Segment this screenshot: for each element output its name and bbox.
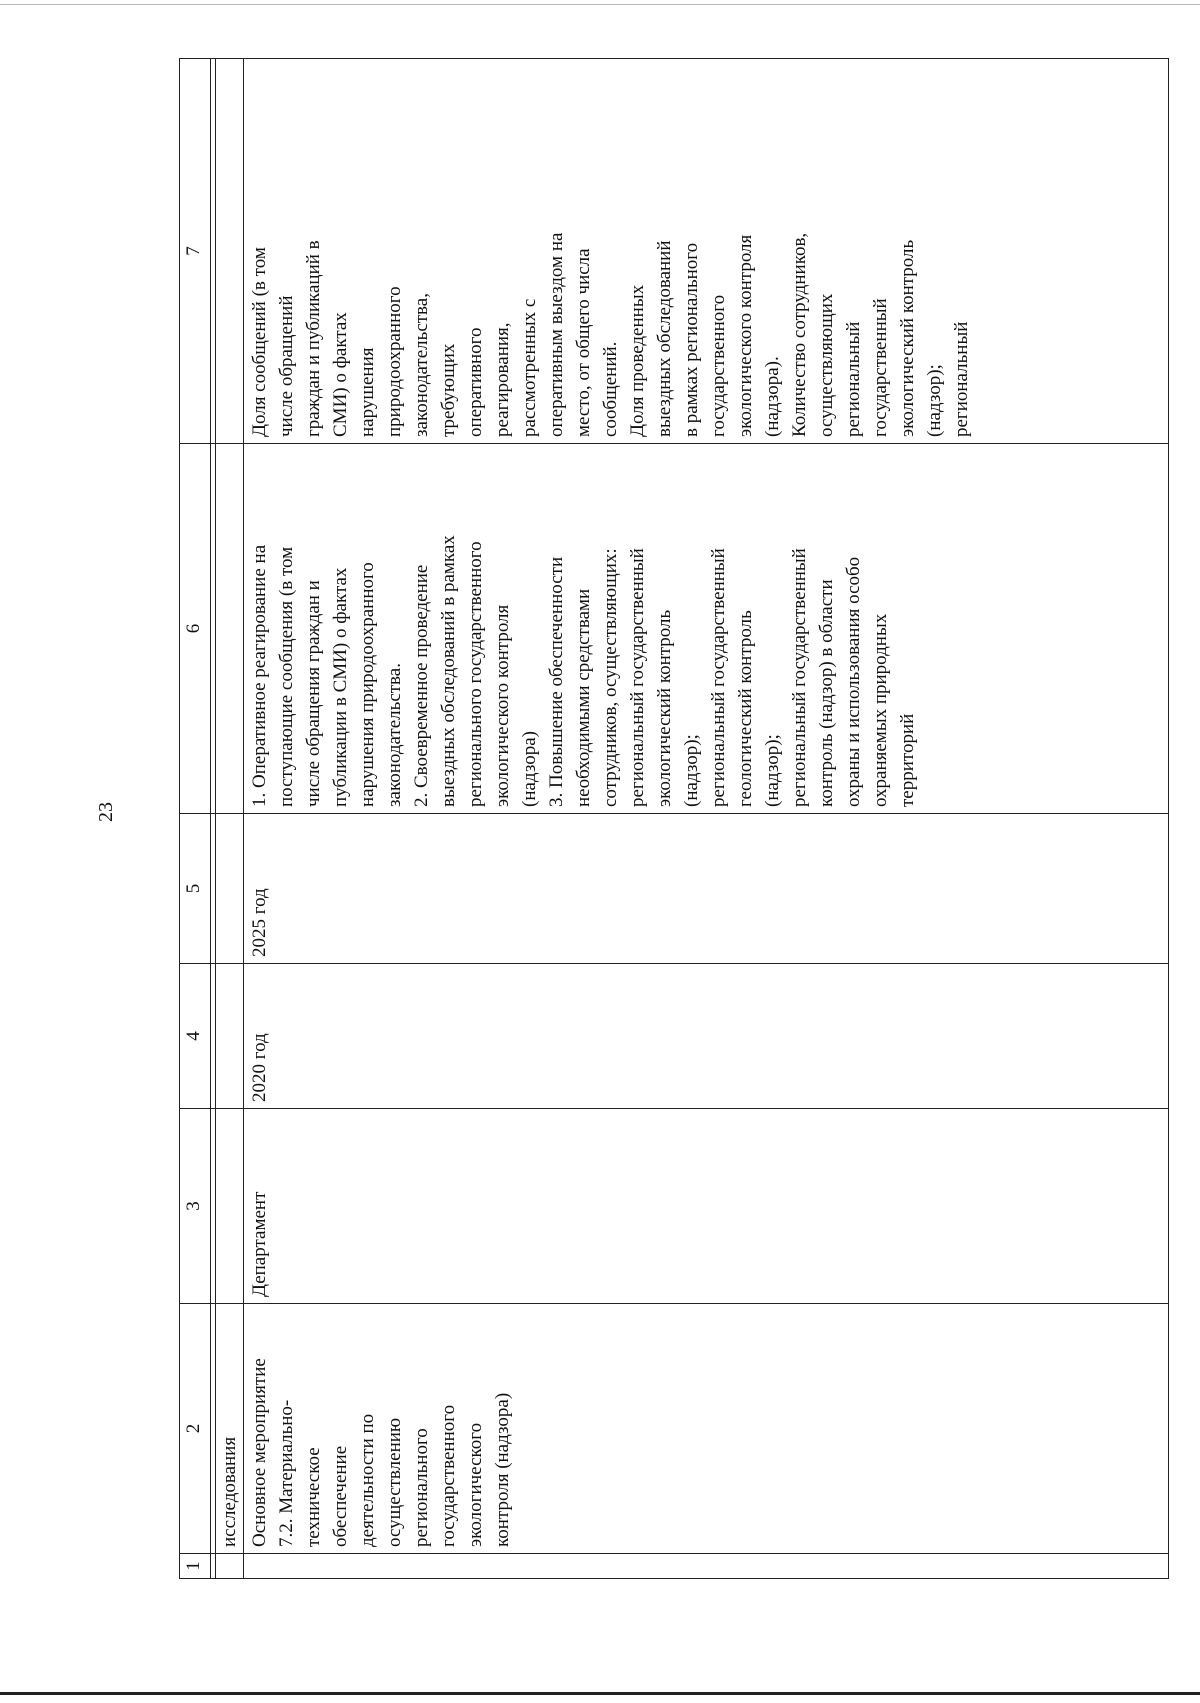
expected-result-line: законодательства. (384, 663, 405, 807)
col-number-5: 5 (180, 814, 211, 964)
expected-result-line: 3. Повышение обеспеченности (546, 556, 567, 807)
measure-name-line: техническое (303, 1447, 324, 1547)
measures-table (179, 58, 1169, 1579)
expected-result-line: контроль (надзор) в области (816, 579, 837, 807)
expected-result-line: региональный государственный (708, 548, 729, 807)
col-number-1: 1 (180, 1554, 211, 1579)
expected-result-line: экологического контроля (492, 604, 513, 807)
measure-name-line: контроля (надзора) (492, 1392, 513, 1547)
measure-name-line: государственного (438, 1404, 459, 1547)
indicator-line: государственный (870, 298, 891, 437)
measure-name-line: деятельности по (357, 1413, 378, 1547)
measure-name-line: экологического (465, 1422, 486, 1547)
indicator-line: числе обращений (276, 295, 297, 437)
indicator-line: законодательства, (411, 293, 432, 437)
indicator-line: (надзор); (924, 364, 945, 437)
indicator-line: место, от общего числа (573, 248, 594, 437)
expected-result-line: необходимыми средствами (573, 588, 594, 807)
indicator-line: реагирования, (492, 322, 513, 437)
end-year-cell: 2025 год (244, 814, 1169, 964)
indicator-line: региональный (843, 321, 864, 437)
expected-result-line: 1. Оперативное реагирование на (249, 544, 270, 807)
indicator-line: региональный (951, 321, 972, 437)
expected-result-line: числе обращения граждан и (303, 580, 324, 807)
indicator-line: осуществляющих (816, 293, 837, 437)
col-number-7: 7 (180, 59, 211, 444)
continuation-text: исследования (216, 1304, 244, 1554)
row-number-cell (244, 1554, 1169, 1579)
expected-result-line: геологический контроль (735, 610, 756, 807)
page-number: 23 (95, 802, 117, 822)
indicator-line: требующих (438, 343, 459, 437)
indicator-line: (надзора). (762, 356, 783, 437)
expected-result-line: экологический контроль (654, 609, 675, 807)
expected-result-line: публикации в СМИ) о фактах (330, 567, 351, 807)
indicator-line: Доля сообщений (в том (249, 247, 270, 437)
indicator-line: в рамках регионального (681, 242, 702, 437)
expected-result-line: сотрудников, осуществляющих: (600, 548, 621, 807)
expected-result-line: выездных обследований в рамках (438, 535, 459, 807)
expected-result-line: (надзор); (681, 734, 702, 807)
expected-result-line: территорий (897, 713, 918, 807)
measure-name-line: 7.2. Материально- (276, 1399, 297, 1547)
indicator-line: выездных обследований (654, 240, 675, 437)
measure-name-line: регионального (411, 1428, 432, 1547)
indicator-line: Количество сотрудников, (789, 232, 810, 437)
measure-name-line: Основное мероприятие (249, 1358, 270, 1547)
expected-result-line: охраны и использования особо (843, 556, 864, 807)
expected-result-line: региональный государственный (789, 548, 810, 807)
expected-result-line: региональный государственный (627, 548, 648, 807)
indicator-line: экологического контроля (735, 234, 756, 437)
col-number-4: 4 (180, 964, 211, 1109)
indicator-line: СМИ) о фактах (330, 312, 351, 437)
indicator-cell (244, 59, 1169, 444)
measure-name-cell (244, 1304, 1169, 1554)
scan-bottom-edge (0, 1692, 1200, 1695)
indicator-line: нарушения (357, 347, 378, 437)
expected-result-cell (244, 444, 1169, 814)
measure-row (244, 59, 1169, 1579)
expected-result-line: (надзора) (519, 731, 540, 807)
expected-result-line: нарушения природоохранного (357, 562, 378, 807)
expected-result-line: (надзор); (762, 734, 783, 807)
expected-result-line: 2. Своевременное проведение (411, 564, 432, 807)
indicator-line: природоохранного (384, 286, 405, 437)
start-year-cell: 2020 год (244, 964, 1169, 1109)
continuation-row (216, 59, 244, 1579)
measure-name-line: осуществлению (384, 1417, 405, 1547)
col-number-2: 2 (180, 1304, 211, 1554)
indicator-line: оперативного (465, 327, 486, 437)
expected-result-line: поступающие сообщения (в том (276, 546, 297, 807)
indicator-line: граждан и публикаций в (303, 240, 324, 437)
measure-name-line: обеспечение (330, 1445, 351, 1547)
col-number-6: 6 (180, 444, 211, 814)
scan-top-edge (0, 4, 1200, 5)
expected-result-line: регионального государственного (465, 541, 486, 807)
indicator-line: рассмотренных с (519, 298, 540, 437)
indicator-line: оперативным выездом на (546, 232, 567, 437)
indicator-line: сообщений. (600, 341, 621, 437)
column-number-row (180, 59, 211, 1579)
indicator-line: государственного (708, 294, 729, 437)
measures-table-rotated (179, 59, 1199, 1579)
executor-cell: Департамент (244, 1109, 1169, 1304)
indicator-line: экологический контроль (897, 239, 918, 437)
expected-result-line: охраняемых природных (870, 613, 891, 807)
col-number-3: 3 (180, 1109, 211, 1304)
indicator-line: Доля проведенных (627, 284, 648, 437)
